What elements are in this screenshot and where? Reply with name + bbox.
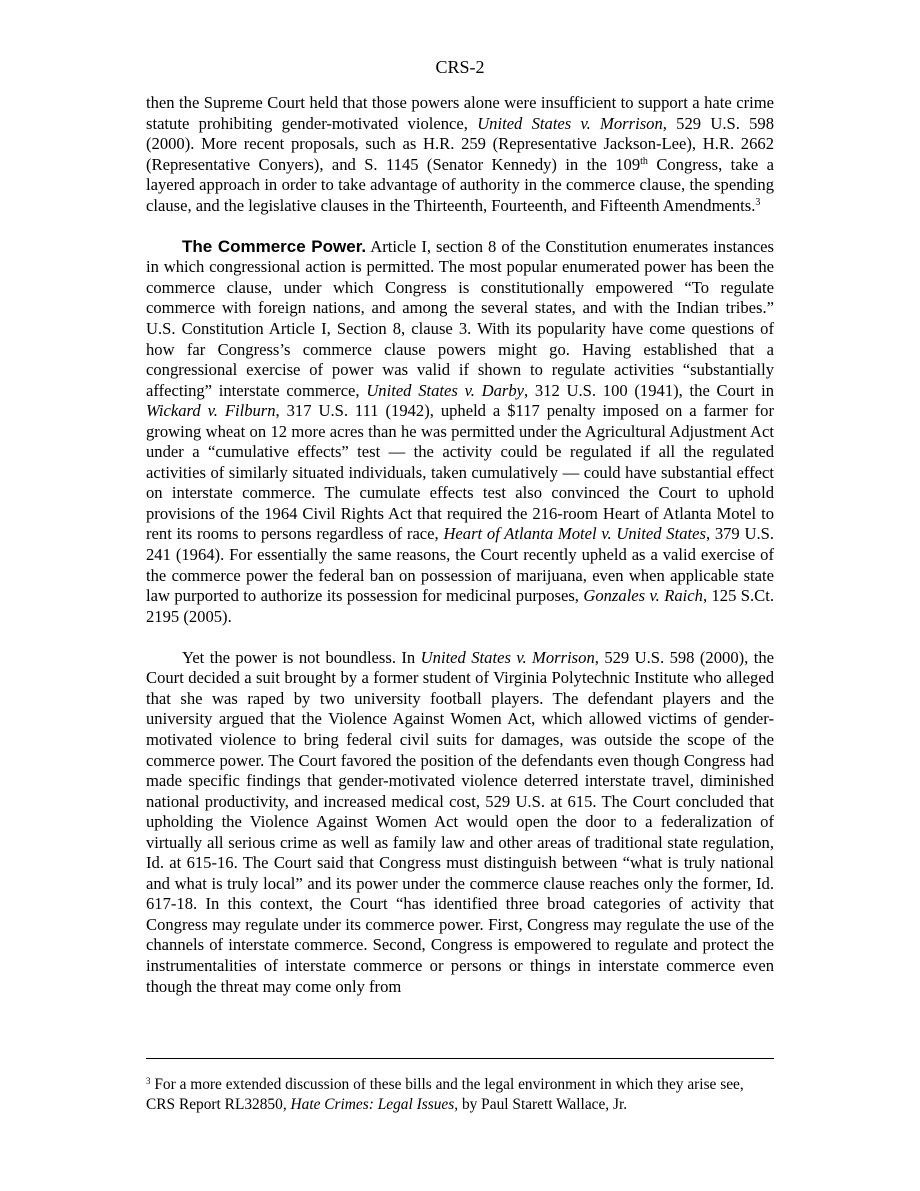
- text-run: , by Paul Starett Wallace, Jr.: [454, 1095, 628, 1113]
- case-citation: United States v. Morrison: [477, 113, 663, 133]
- text-run: , 317 U.S. 111 (1942), upheld a $117 penalty imposed on a farmer for growing wheat on 12 more acres than he was permitted under the Agricultural Adjustment Act under a “cumulative effects” test — the activity could be regulated if all the regulated activities of similarly situated individuals, taken cumulatively — could have substantial effect on interstate commerce. The cumulate effects test also convinced the Court to uphold provisions of the 1964 Civil Rights Act that required the 216-room Heart of Atlanta Motel to rent its rooms to persons regardless of race,: [146, 401, 775, 544]
- text-run: For a more extended discussion of these bills and the legal environment in which they arise see, CRS Report RL32850,: [146, 1076, 744, 1113]
- case-citation: Gonzales v. Raich: [583, 586, 703, 606]
- case-citation: United States v. Darby: [366, 380, 525, 400]
- paragraph-commerce-power: [146, 237, 774, 627]
- text-run: , 125 S.Ct. 2195 (2005).: [146, 586, 774, 626]
- text-run: , 379 U.S. 241 (1964). For essentially the same reasons, the Court recently upheld as a valid exercise of the commerce power the federal ban on possession of marijuana, even when applicable state law purported to authorize its possession for medicinal purposes,: [146, 524, 774, 606]
- paragraph-power-limits: [146, 648, 774, 997]
- footnote-divider: [146, 1058, 774, 1059]
- text-run: then the Supreme Court held that those powers alone were insufficient to support a hate crime statute prohibiting gender-motivated violence,: [146, 93, 774, 133]
- footnote: [146, 1075, 774, 1114]
- report-title: Hate Crimes: Legal Issues: [290, 1095, 455, 1113]
- text-run: Yet the power is not boundless. In: [182, 647, 421, 667]
- body-text: [146, 93, 774, 1018]
- text-run: , 312 U.S. 100 (1941), the Court in: [524, 380, 774, 400]
- footnote-marker: 3: [146, 1076, 151, 1086]
- section-heading: The Commerce Power.: [182, 236, 367, 256]
- text-run: , 529 U.S. 598 (2000). More recent proposals, such as H.R. 259 (Representative Jackson-Lee), H.R. 2662 (Representative Conyers), and S. 1145 (Senator Kennedy) in the 109: [146, 113, 774, 174]
- case-citation: Wickard v. Filburn: [146, 401, 276, 421]
- text-run: Article I, section 8 of the Constitution enumerates instances in which congressional action is permitted. The most popular enumerated power has been the commerce clause, under which Congress is constitutionally empowered “To regulate commerce with foreign nations, and among the several states, and with the Indian tribes.” U.S. Constitution Article I, Section 8, clause 3. With its popularity have come questions of how far Congress’s commerce clause powers might go. Having established that a congressional exercise of power was valid if shown to regulate activities “substantially affecting” interstate commerce,: [146, 236, 775, 400]
- page-number-header: CRS-2: [435, 57, 485, 77]
- ordinal-superscript: th: [640, 155, 648, 167]
- paragraph-hate-crime-proposals: [146, 93, 774, 216]
- text-run: , 529 U.S. 598 (2000), the Court decided a suit brought by a former student of Virginia Polytechnic Institute who alleged that she was raped by two university football players. The defendant players and the university argued that the Violence Against Women Act, which allowed victims of gender-motivated violence to bring federal civil suits for damages, was outside the scope of the commerce power. The Court favored the position of the defendants even though Congress had made specific findings that gender-motivated violence deterred interstate travel, diminished national productivity, and increased medical cost, 529 U.S. at 615. The Court concluded that upholding the Violence Against Women Act would open the door to a federalization of virtually all serious crime as well as family law and other areas of traditional state regulation, Id. at 615-16. The Court said that Congress must distinguish between “what is truly national and what is truly local” and its power under the commerce clause reaches only the former, Id. 617-18. In this context, the Court “has identified three broad categories of activity that Congress may regulate under its commerce power. First, Congress may regulate the use of the channels of interstate commerce. Second, Congress is empowered to regulate and protect the instrumentalities of interstate commerce or persons or things in interstate commerce even though the threat may come only from: [146, 647, 774, 996]
- text-run: Congress, take a layered approach in order to take advantage of authority in the commerce clause, the spending clause, and the legislative clauses in the Thirteenth, Fourteenth, and Fifteenth Amendments.: [146, 154, 774, 215]
- case-citation: Heart of Atlanta Motel v. United States: [443, 524, 706, 544]
- case-citation: United States v. Morrison: [420, 647, 595, 667]
- footnote-reference: 3: [755, 196, 761, 208]
